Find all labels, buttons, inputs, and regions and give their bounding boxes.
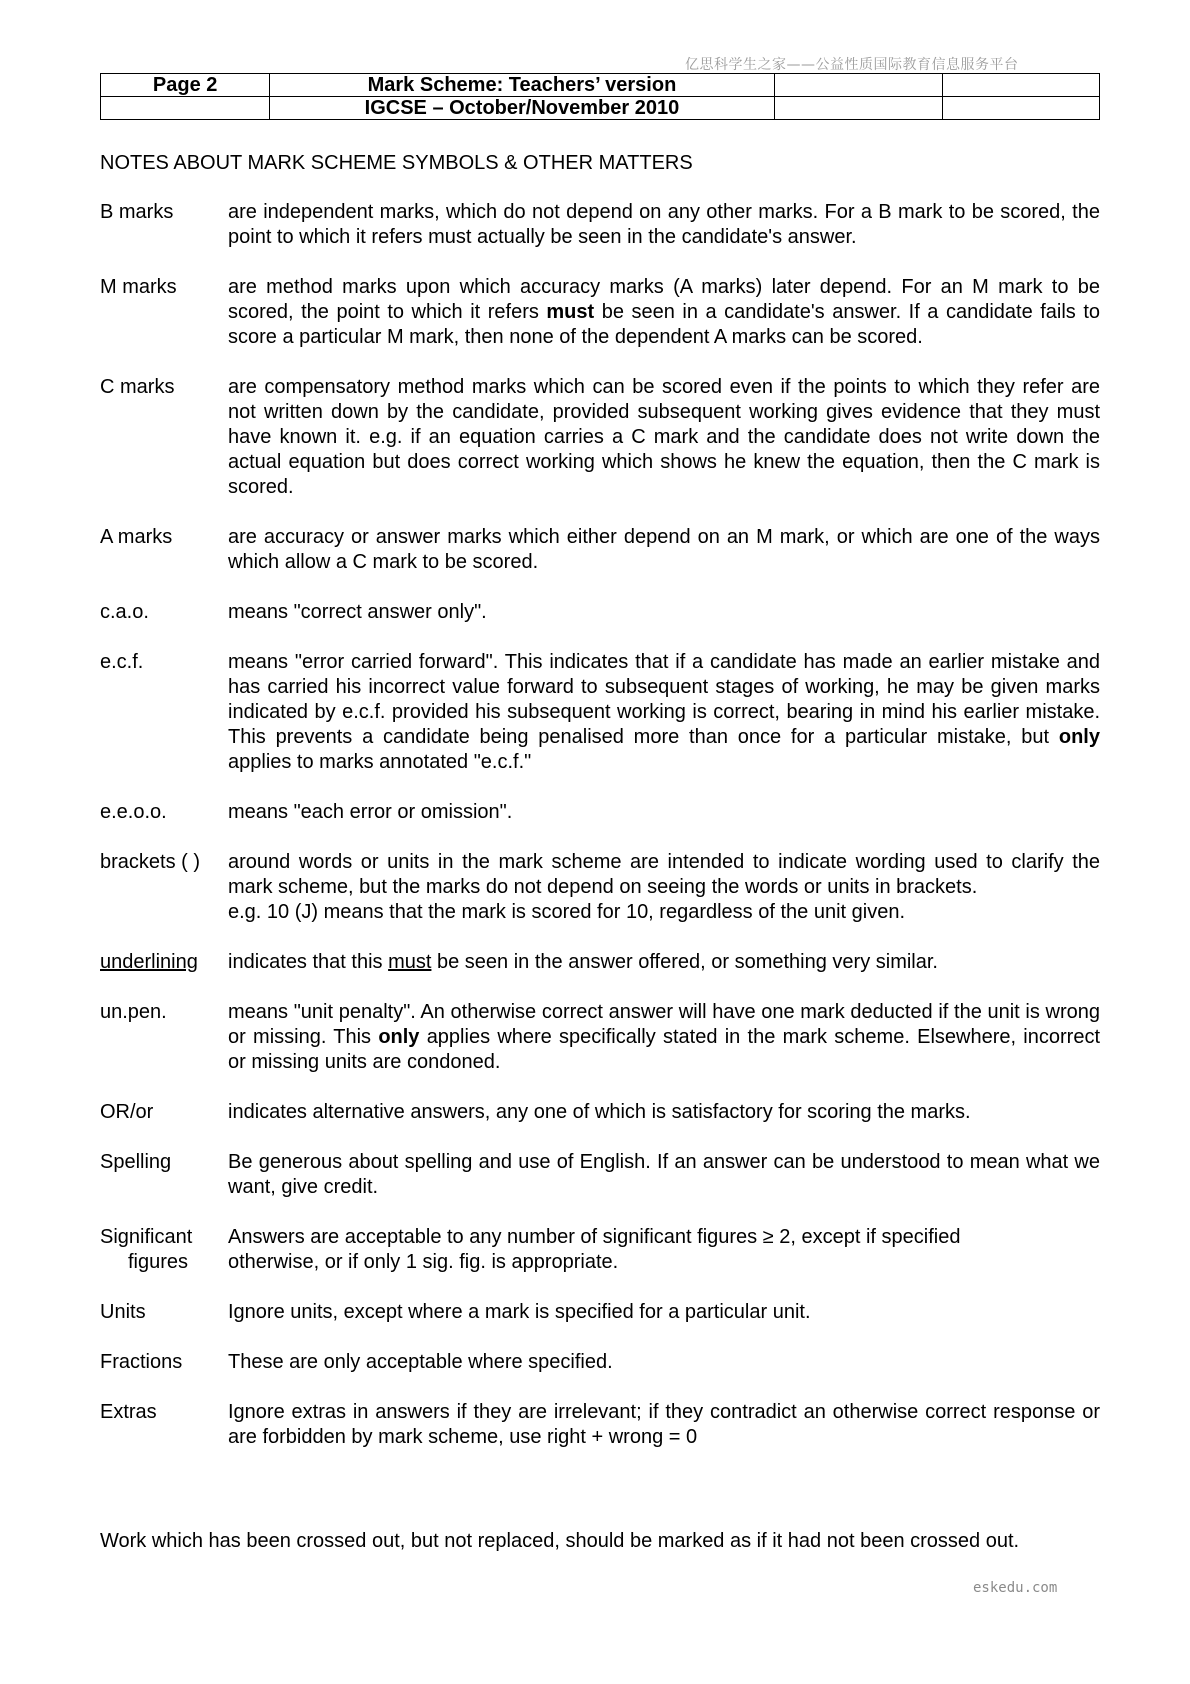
note-text: means "unit penalty". An otherwise correct answer will have one mark deducted if the unit is wrong or missing. This — [228, 1001, 1100, 1048]
note-term: Extras — [100, 1401, 157, 1423]
note-definition — [228, 1225, 1100, 1275]
note-extras — [100, 1400, 1100, 1450]
header-title: Mark Scheme: Teachers’ version — [270, 74, 774, 97]
note-term: M marks — [100, 276, 177, 298]
note-a-marks — [100, 525, 1100, 575]
note-definition — [228, 950, 1100, 975]
header-subtitle: IGCSE – October/November 2010 — [270, 97, 774, 120]
note-bold-text: only — [1058, 726, 1100, 748]
note-definition: Ignore units, except where a mark is specified for a particular unit. — [228, 1301, 811, 1323]
note-text: be seen in the answer offered, or something very similar. — [431, 951, 938, 973]
note-or — [100, 1100, 1100, 1125]
crossed-out-note: Work which has been crossed out, but not replaced, should be marked as if it had not been crossed out. — [100, 1530, 1020, 1552]
note-definition: These are only acceptable where specified. — [228, 1351, 613, 1373]
note-text: Answers are acceptable to any number of significant figures ≥ 2, except if specified — [228, 1226, 961, 1248]
note-definition: indicates alternative answers, any one of which is satisfactory for scoring the marks. — [228, 1101, 971, 1123]
note-m-marks — [100, 275, 1100, 350]
note-unpen — [100, 1000, 1100, 1075]
note-bold-text: only — [378, 1026, 420, 1048]
note-term-line: figures — [128, 1251, 189, 1273]
note-term: e.c.f. — [100, 651, 144, 673]
note-term: Fractions — [100, 1351, 183, 1373]
note-term: OR/or — [100, 1101, 154, 1123]
note-term: C marks — [100, 376, 175, 398]
note-definition: Be generous about spelling and use of English. If an answer can be understood to mean what we want, give credit. — [228, 1151, 1100, 1198]
header-table — [100, 73, 1100, 120]
note-term: c.a.o. — [100, 601, 149, 623]
note-term: underlining — [100, 951, 198, 973]
section-heading: NOTES ABOUT MARK SCHEME SYMBOLS & OTHER MATTERS — [100, 152, 693, 174]
note-brackets — [100, 850, 1100, 925]
note-underlined-text: must — [388, 951, 432, 973]
note-term: un.pen. — [100, 1001, 167, 1023]
note-term: A marks — [100, 526, 173, 548]
header-empty-cell — [101, 97, 270, 120]
note-example: e.g. 10 (J) means that the mark is scored for 10, regardless of the unit given. — [228, 901, 906, 923]
note-ecf — [100, 650, 1100, 775]
note-term: Spelling — [100, 1151, 172, 1173]
note-term — [100, 1225, 228, 1275]
note-text: are method marks upon which accuracy marks (A marks) later depend. For an M mark to be scored, the point to which it refers — [228, 276, 1100, 323]
page-number: Page 2 — [101, 74, 270, 97]
note-c-marks — [100, 375, 1100, 500]
note-text: applies where specifically stated in the mark scheme. Elsewhere, incorrect or missing units are condoned. — [228, 1026, 1100, 1073]
note-eeoo — [100, 800, 1100, 825]
watermark-bottom: eskedu.com — [973, 1580, 1058, 1596]
note-definition: are independent marks, which do not depend on any other marks. For a B mark to be scored, the point to which it refers must actually be seen in the candidate's answer. — [228, 201, 1100, 248]
note-text: indicates that this — [228, 951, 389, 973]
note-b-marks — [100, 200, 1100, 250]
note-fractions — [100, 1350, 1100, 1375]
note-text: means "error carried forward". This indicates that if a candidate has made an earlier mistake and has carried his incorrect value forward to subsequent stages of working, he may be given marks indicated by e.c.f. provided his subsequent working is correct, bearing in mind his earlier mistake. This prevents a candidate being penalised more than once for a particular mistake, but — [228, 651, 1100, 748]
watermark-top: 亿思科学生之家——公益性质国际教育信息服务平台 — [685, 57, 1019, 73]
note-definition: are compensatory method marks which can be scored even if the points to which they refer are not written down by the candidate, provided subsequent working gives evidence that they must have known it. e.g. if an equation carries a C mark and the candidate does not write down the actual equation but does correct working which shows he knew the equation, then the C mark is scored. — [228, 376, 1100, 498]
note-definition — [228, 850, 1100, 925]
note-text: applies to marks annotated "e.c.f." — [228, 751, 532, 773]
note-term: Units — [100, 1301, 146, 1323]
note-text: around words or units in the mark scheme are intended to indicate wording used to clarify the mark scheme, but the marks do not depend on seeing the words or units in brackets. — [228, 851, 1100, 898]
note-definition — [228, 1000, 1100, 1075]
note-definition: Ignore extras in answers if they are irrelevant; if they contradict an otherwise correct response or are forbidden by mark scheme, use right + wrong = 0 — [228, 1401, 1100, 1448]
note-definition: are accuracy or answer marks which either depend on an M mark, or which are one of the ways which allow a C mark to be scored. — [228, 526, 1100, 573]
note-underlining — [100, 950, 1100, 975]
note-term-line: Significant — [100, 1226, 193, 1248]
note-definition: means "each error or omission". — [228, 801, 513, 823]
note-definition: means "correct answer only". — [228, 601, 487, 623]
note-spelling — [100, 1150, 1100, 1200]
note-term: e.e.o.o. — [100, 801, 167, 823]
note-term: brackets ( ) — [100, 851, 201, 873]
note-definition — [228, 650, 1100, 775]
header-empty-cell — [943, 74, 1100, 97]
note-units — [100, 1300, 1100, 1325]
note-text: otherwise, or if only 1 sig. fig. is appropriate. — [228, 1251, 619, 1273]
note-bold-text: must — [546, 301, 595, 323]
notes-list — [100, 200, 1100, 1475]
note-significant-figures — [100, 1225, 1100, 1275]
note-definition — [228, 275, 1100, 350]
note-term: B marks — [100, 201, 174, 223]
note-text: be seen in a candidate's answer. If a candidate fails to score a particular M mark, then none of the dependent A marks can be scored. — [228, 301, 1100, 348]
header-empty-cell — [943, 97, 1100, 120]
header-empty-cell — [774, 97, 943, 120]
note-cao — [100, 600, 1100, 625]
header-empty-cell — [774, 74, 943, 97]
